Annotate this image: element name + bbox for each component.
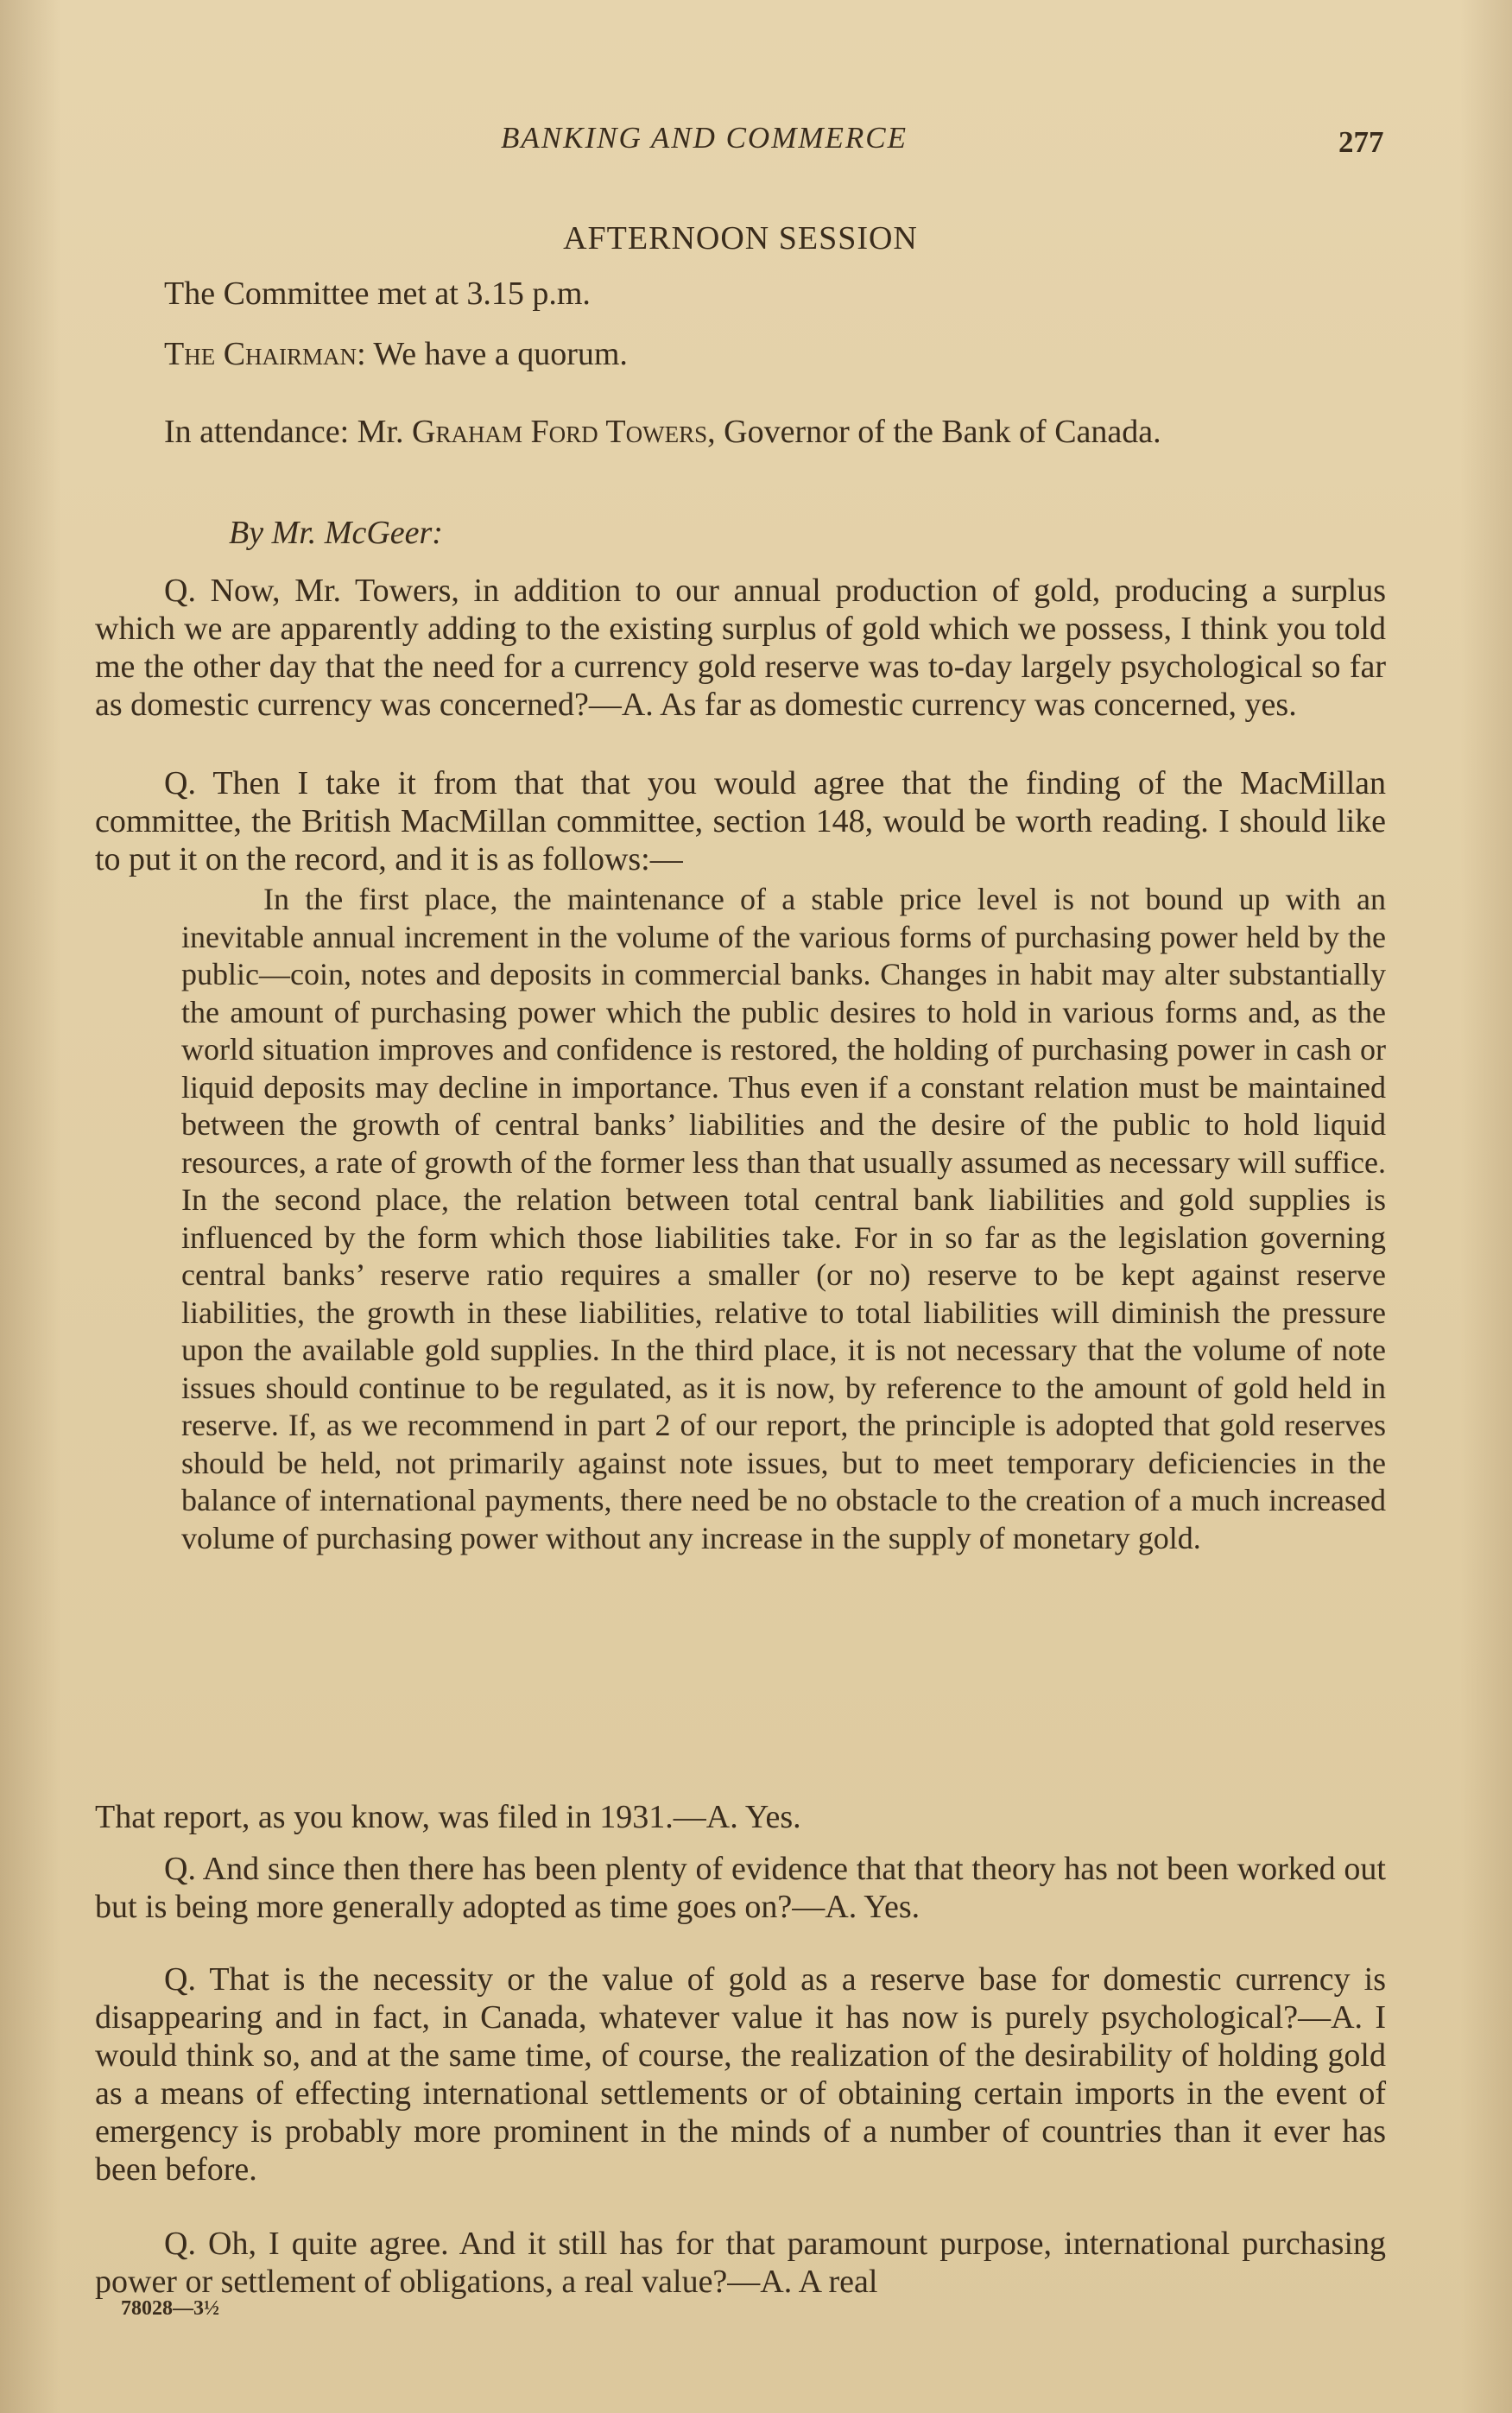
question-paragraph-3: Q. And since then there has been plenty of evidence that that theory has not been worked out but is being more generally adopted as time goes on?—A. Yes. xyxy=(95,1851,1386,1925)
chairman-text: : We have a quorum. xyxy=(357,336,628,372)
report-paragraph: That report, as you know, was filed in 1931.—A. Yes. xyxy=(95,1799,801,1835)
chairman-paragraph xyxy=(95,335,1386,373)
chairman-speaker: The Chairman xyxy=(164,336,357,372)
attendance-name: Graham Ford Towers xyxy=(412,414,708,450)
running-head: BANKING AND COMMERCE xyxy=(501,121,908,155)
question-paragraph-1: Q. Now, Mr. Towers, in addition to our annual production of gold, producing a surplus which we are apparently adding to the existing surplus of gold which we possess, I think you told me the other day that the need for a currency gold reserve was to-day largely psychological so far as domestic currency was concerned?—A. As far as domestic currency was concerned, yes. xyxy=(95,573,1386,723)
attendance-prefix: In attendance: Mr. xyxy=(164,414,413,450)
attendance-paragraph xyxy=(95,413,1386,451)
footer-print-code: 78028—3½ xyxy=(121,2297,219,2320)
block-quote: In the first place, the maintenance of a stable price level is not bound up with an inevitable annual increment in the volume of the various forms of purchasing power held by the public—coin, notes and deposits in commercial banks. Changes in habit may alter substantially the amount of purchasing power which the public desires to hold in various forms and, as the world situation improves and confidence is restored, the holding of purchasing power in cash or liquid deposits may decline in importance. Thus even if a constant relation must be maintained between the growth of central banks’ liabilities and the desire of the public to hold liquid resources, a rate of growth of the former less than that usually assumed as necessary will suffice. In the second place, the relation between total central bank liabilities and gold supplies is influenced by the form which those liabilities take. For in so far as the legislation governing central banks’ reserve ratio requires a smaller (or no) reserve to be kept against reserve liabilities, the growth in these liabilities, relative to total liabilities will diminish the pressure upon the available gold supplies. In the third place, it is not necessary that the volume of note issues should continue to be regulated, as it is now, by reference to the amount of gold held in reserve. If, as we recommend in part 2 of our report, the principle is adopted that gold reserves should be held, not primarily against note issues, but to meet temporary deficiencies in the balance of international payments, there need be no obstacle to the creation of a much increased volume of purchasing power without any increase in the supply of monetary gold. xyxy=(181,882,1386,1555)
question-paragraph-2: Q. Then I take it from that that you would agree that the finding of the MacMillan committee, the British MacMillan committee, section 148, would be worth reading. I should like to put it on the record, and it is as follows:— xyxy=(95,765,1386,877)
question-paragraph-4: Q. That is the necessity or the value of gold as a reserve base for domestic currency is disappearing and in fact, in Canada, whatever value it has now is purely psychological?—A. I would think so, and at the same time, of course, the realization of the desirability of holding gold as a means of effecting international settlements or of obtaining certain imports in the event of emergency is probably more prominent in the minds of a number of countries than it ever has been before. xyxy=(95,1961,1386,2188)
byline: By Mr. McGeer: xyxy=(229,515,443,551)
page-number: 277 xyxy=(1338,125,1384,159)
section-title: AFTERNOON SESSION xyxy=(563,220,918,256)
meeting-time-paragraph: The Committee met at 3.15 p.m. xyxy=(164,276,591,312)
attendance-suffix: , Governor of the Bank of Canada. xyxy=(707,414,1161,450)
question-paragraph-5: Q. Oh, I quite agree. And it still has for that paramount purpose, international purchasing power or settlement of obligations, a real value?—A. A real xyxy=(95,2226,1386,2300)
